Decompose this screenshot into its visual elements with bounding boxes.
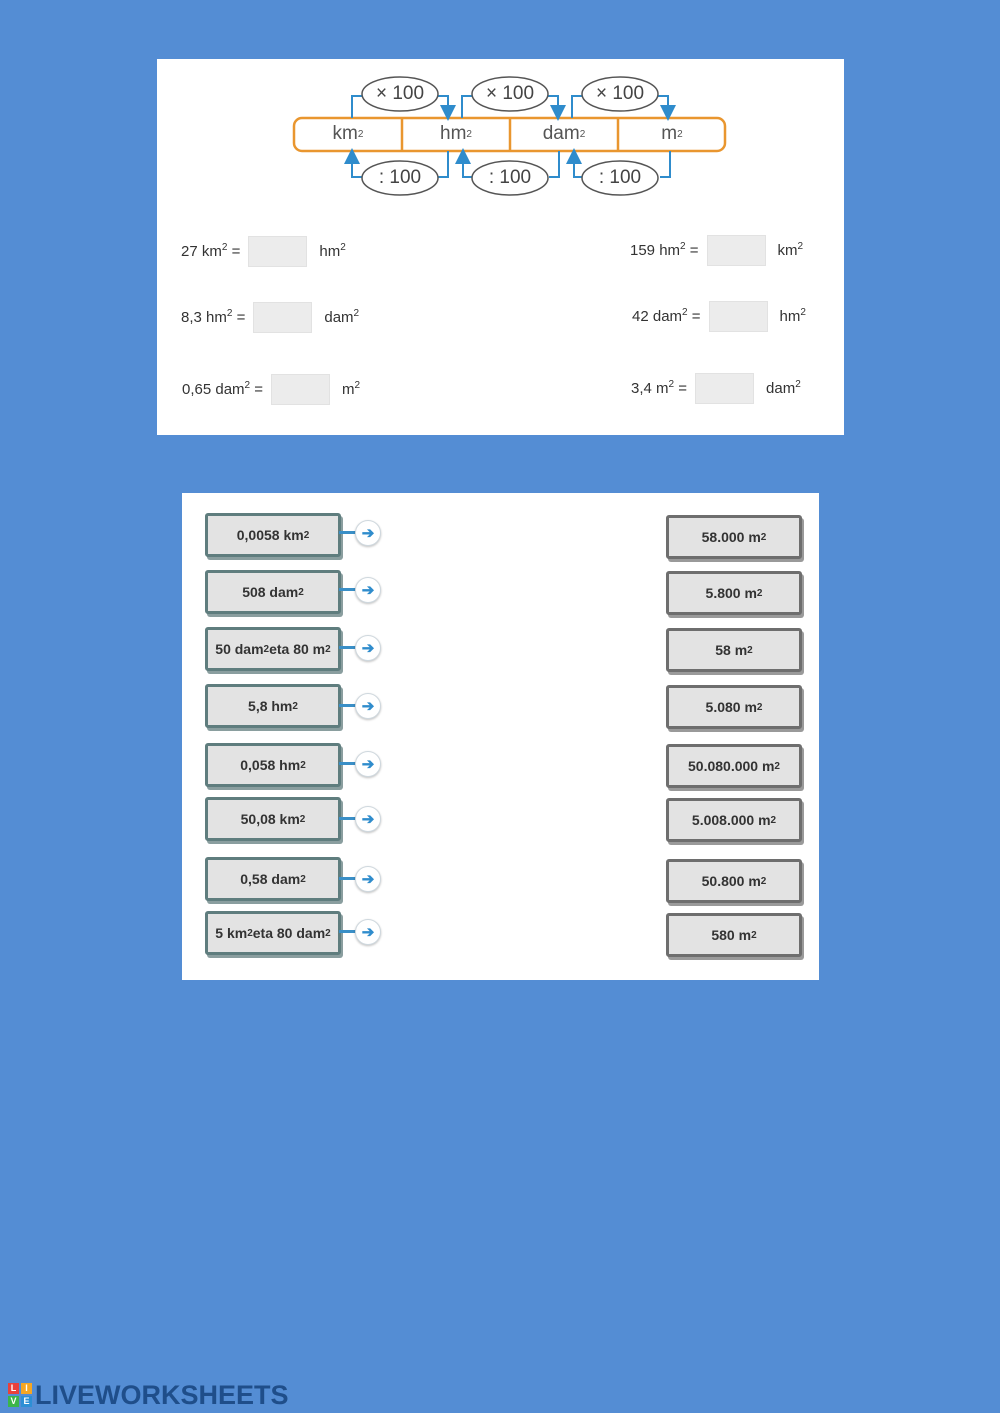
exercise-quantity: 159 $hm^2$ = bbox=[630, 241, 699, 259]
arrow-right-icon[interactable]: ➔ bbox=[355, 919, 381, 945]
arrow-right-icon[interactable]: ➔ bbox=[355, 751, 381, 777]
logo-mark-icon: L I V E bbox=[8, 1383, 32, 1407]
conversion-panel bbox=[157, 59, 844, 435]
match-target-item[interactable]: 5.008.000 m 2 bbox=[666, 798, 802, 842]
divide-label: : 100 bbox=[598, 167, 642, 188]
liveworksheets-logo[interactable] bbox=[8, 1380, 289, 1410]
brand-name: LIVEWORKSHEETS bbox=[35, 1379, 289, 1410]
match-target-item[interactable]: 58 m 2 bbox=[666, 628, 802, 672]
exercise-row bbox=[631, 373, 801, 403]
divide-label: : 100 bbox=[488, 167, 532, 188]
exercise-unit: dam$^2$ bbox=[324, 308, 360, 326]
match-target-item[interactable]: 58.000 m 2 bbox=[666, 515, 802, 559]
multiply-label: × 100 bbox=[595, 83, 645, 104]
exercise-unit: $m^2$ bbox=[342, 380, 361, 398]
match-source-item[interactable]: 0,058 hm 2 bbox=[205, 743, 341, 787]
multiply-label: × 100 bbox=[485, 83, 535, 104]
arrow-right-icon[interactable]: ➔ bbox=[355, 635, 381, 661]
answer-input[interactable] bbox=[695, 373, 754, 404]
exercise-quantity: 42 dam$^2$ = bbox=[632, 307, 701, 325]
answer-input[interactable] bbox=[248, 236, 307, 267]
answer-input[interactable] bbox=[709, 301, 768, 332]
arrow-right-icon[interactable]: ➔ bbox=[355, 806, 381, 832]
exercise-unit: dam$^2$ bbox=[766, 379, 801, 397]
arrow-right-icon[interactable]: ➔ bbox=[355, 520, 381, 546]
unit-km2: km 2 bbox=[332, 123, 364, 144]
exercise-unit: $hm^2$ bbox=[319, 242, 346, 260]
unit-conversion-diagram bbox=[157, 59, 844, 219]
match-source-item[interactable]: 5 km 2 eta 80 dam 2 bbox=[205, 911, 341, 955]
exercise-quantity: 3,4 $m^2$ = bbox=[631, 379, 688, 397]
answer-input[interactable] bbox=[253, 302, 312, 333]
exercise-unit: $km^2$ bbox=[777, 241, 804, 259]
exercise-quantity: 0,65 dam$^2$ = bbox=[182, 380, 264, 398]
exercise-row bbox=[181, 236, 346, 266]
match-target-item[interactable]: 580 m 2 bbox=[666, 913, 802, 957]
match-source-item[interactable]: 0,58 dam 2 bbox=[205, 857, 341, 901]
exercise-quantity: 8,3 $hm^2$ = bbox=[181, 308, 246, 326]
unit-m2: m 2 bbox=[661, 123, 683, 144]
match-source-item[interactable]: 50,08 km 2 bbox=[205, 797, 341, 841]
match-target-item[interactable]: 50.080.000 m 2 bbox=[666, 744, 802, 788]
match-source-item[interactable]: 50 dam 2 eta 80 m 2 bbox=[205, 627, 341, 671]
match-source-item[interactable]: 508 dam 2 bbox=[205, 570, 341, 614]
unit-dam2: dam 2 bbox=[542, 123, 586, 144]
match-target-item[interactable]: 5.080 m 2 bbox=[666, 685, 802, 729]
matching-panel bbox=[182, 493, 819, 980]
divide-label: : 100 bbox=[378, 167, 422, 188]
match-source-item[interactable]: 0,0058 km 2 bbox=[205, 513, 341, 557]
exercise-row bbox=[182, 374, 360, 404]
exercise-unit: $hm^2$ bbox=[779, 307, 806, 325]
exercise-row bbox=[630, 235, 803, 265]
answer-input[interactable] bbox=[271, 374, 330, 405]
match-target-item[interactable]: 5.800 m 2 bbox=[666, 571, 802, 615]
arrow-right-icon[interactable]: ➔ bbox=[355, 866, 381, 892]
exercise-row bbox=[632, 301, 806, 331]
match-source-item[interactable]: 5,8 hm 2 bbox=[205, 684, 341, 728]
exercise-quantity: 27 $km^2$ = bbox=[181, 242, 241, 260]
arrow-right-icon[interactable]: ➔ bbox=[355, 577, 381, 603]
answer-input[interactable] bbox=[707, 235, 766, 266]
unit-hm2: hm 2 bbox=[440, 123, 472, 144]
exercise-row bbox=[181, 302, 359, 332]
match-target-item[interactable]: 50.800 m 2 bbox=[666, 859, 802, 903]
arrow-right-icon[interactable]: ➔ bbox=[355, 693, 381, 719]
multiply-label: × 100 bbox=[375, 83, 425, 104]
